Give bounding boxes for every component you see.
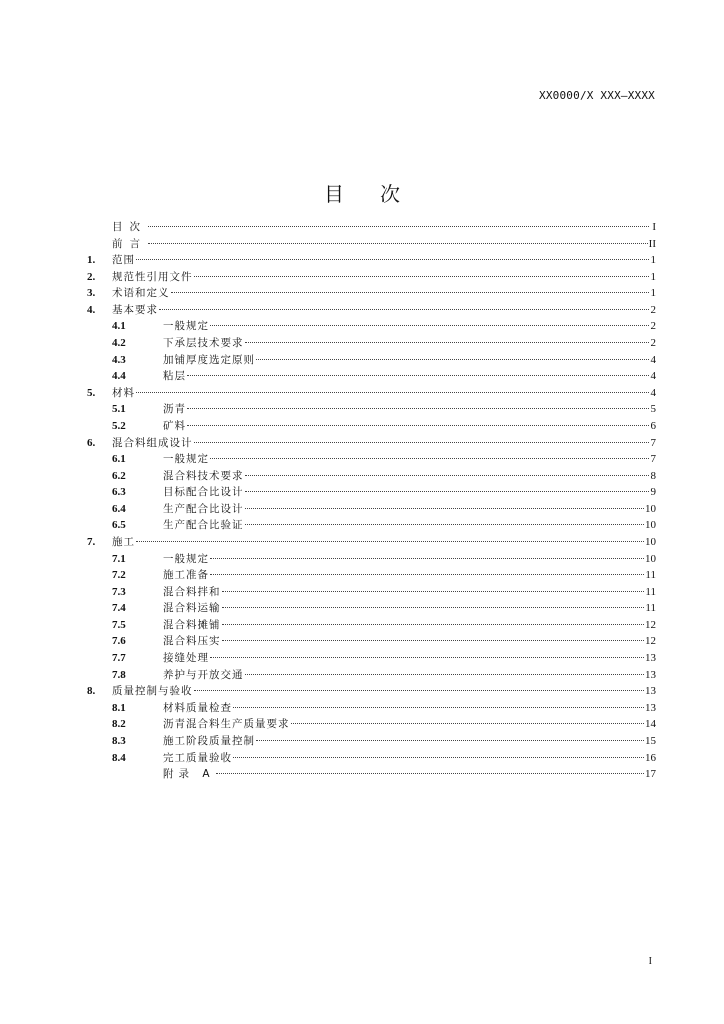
toc-entry[interactable] [87, 617, 656, 634]
toc-entry[interactable] [87, 766, 656, 783]
toc-dot-leader [187, 375, 649, 376]
toc-entry-page: 11 [645, 602, 656, 615]
toc-dot-leader [194, 276, 650, 277]
toc-entry-number: 7.2 [112, 569, 126, 582]
toc-entry[interactable] [87, 650, 656, 667]
toc-entry-number: 6. [87, 436, 96, 449]
toc-dot-leader [136, 259, 649, 260]
toc-entry-page: 4 [650, 386, 656, 399]
toc-entry[interactable] [87, 302, 656, 319]
toc-entry-page: 16 [645, 751, 656, 764]
toc-entry-title: 混合料拌和 [163, 585, 221, 598]
toc-entry-page: 5 [650, 403, 656, 416]
toc-dot-leader [148, 226, 649, 227]
toc-entry[interactable] [87, 368, 656, 385]
page-title: 目次 [324, 182, 436, 206]
toc-entry[interactable] [87, 750, 656, 767]
toc-entry-page: 8 [650, 469, 656, 482]
toc-entry-page: 1 [650, 254, 656, 267]
toc-entry-page: 10 [645, 502, 656, 515]
toc-entry-page: 14 [645, 718, 656, 731]
toc-entry-page: 12 [645, 618, 656, 631]
toc-entry-page: 10 [645, 535, 656, 548]
toc-entry-number: 3. [87, 287, 96, 300]
toc-dot-leader [194, 690, 645, 691]
toc-dot-leader [210, 574, 644, 575]
toc-entry[interactable] [87, 667, 656, 684]
toc-dot-leader [245, 491, 650, 492]
toc-dot-leader [233, 757, 644, 758]
toc-dot-leader [245, 342, 650, 343]
toc-entry-page: I [652, 221, 656, 233]
toc-entry-title: 目次 [112, 221, 147, 233]
toc-entry-title: 生产配合比验证 [163, 519, 244, 532]
table-of-contents [87, 219, 656, 783]
toc-entry-title: 施工阶段质量控制 [163, 734, 255, 747]
toc-entry-page: 13 [645, 668, 656, 681]
toc-entry[interactable] [87, 567, 656, 584]
toc-entry-number: 8. [87, 685, 96, 698]
toc-entry-number: 7.6 [112, 635, 126, 648]
toc-entry-title: 混合料组成设计 [112, 436, 193, 449]
toc-entry[interactable] [87, 318, 656, 335]
toc-entry-title: 前言 [112, 237, 147, 250]
toc-entry-page: 4 [650, 353, 656, 366]
toc-entry-page: 7 [650, 453, 656, 466]
toc-entry[interactable] [87, 385, 656, 402]
toc-entry-title: 材料质量检查 [163, 701, 232, 714]
toc-entry[interactable] [87, 435, 656, 452]
toc-entry-title: 术语和定义 [112, 287, 170, 300]
toc-entry[interactable] [87, 219, 656, 236]
toc-entry-page: 2 [650, 337, 656, 350]
toc-entry-number: 4. [87, 303, 96, 316]
document-code: XX0000/X XXX—XXXX [539, 89, 655, 102]
toc-entry[interactable] [87, 451, 656, 468]
toc-entry[interactable] [87, 252, 656, 269]
toc-entry-title: 基本要求 [112, 303, 158, 316]
toc-entry[interactable] [87, 700, 656, 717]
toc-dot-leader [171, 292, 650, 293]
toc-entry-number: 8.4 [112, 751, 126, 764]
toc-entry-page: 4 [650, 370, 656, 383]
toc-entry-title: 粘层 [163, 370, 186, 383]
toc-entry-title: 施工 [112, 535, 135, 548]
toc-entry-title: 施工准备 [163, 569, 209, 582]
toc-entry-number: 7. [87, 535, 96, 548]
toc-entry-page: 11 [645, 569, 656, 582]
toc-entry-page: 13 [645, 652, 656, 665]
toc-entry[interactable] [87, 534, 656, 551]
toc-entry-title: 下承层技术要求 [163, 337, 244, 350]
toc-dot-leader [222, 591, 645, 592]
toc-entry-page: 2 [650, 303, 656, 316]
toc-entry-page: 13 [645, 685, 656, 698]
toc-entry-number: 7.4 [112, 602, 126, 615]
toc-entry-title: 一般规定 [163, 552, 209, 565]
toc-dot-leader [222, 607, 645, 608]
toc-entry-number: 7.8 [112, 668, 126, 681]
toc-entry-title: 混合料运输 [163, 602, 221, 615]
toc-entry-number: 7.3 [112, 585, 126, 598]
toc-entry-number: 4.1 [112, 320, 126, 333]
toc-entry-number: 8.3 [112, 734, 126, 747]
toc-entry-number: 8.1 [112, 701, 126, 714]
toc-dot-leader [245, 524, 645, 525]
toc-dot-leader [159, 309, 649, 310]
toc-entry-number: 5.1 [112, 403, 126, 416]
toc-entry-page: 6 [650, 419, 656, 432]
toc-entry[interactable] [87, 418, 656, 435]
toc-entry[interactable] [87, 285, 656, 302]
toc-entry[interactable] [87, 551, 656, 568]
toc-entry-number: 6.1 [112, 453, 126, 466]
toc-dot-leader [210, 458, 649, 459]
toc-entry-page: 10 [645, 552, 656, 565]
toc-entry-title: 生产配合比设计 [163, 502, 244, 515]
toc-entry-number: 4.3 [112, 353, 126, 366]
toc-entry-page: 17 [645, 768, 656, 781]
toc-dot-leader [222, 624, 645, 625]
toc-entry-title: 完工质量验收 [163, 751, 232, 764]
toc-entry-page: 2 [650, 320, 656, 333]
toc-entry-number: 8.2 [112, 718, 126, 731]
toc-dot-leader [222, 640, 645, 641]
toc-dot-leader [210, 325, 649, 326]
toc-entry[interactable] [87, 401, 656, 418]
toc-entry-title: 范围 [112, 254, 135, 267]
toc-entry[interactable] [87, 468, 656, 485]
toc-entry[interactable] [87, 716, 656, 733]
toc-dot-leader [187, 425, 649, 426]
toc-entry[interactable] [87, 683, 656, 700]
toc-dot-leader [216, 773, 644, 774]
toc-entry-number: 5. [87, 386, 96, 399]
toc-dot-leader [136, 541, 644, 542]
toc-entry-page: II [648, 237, 656, 250]
toc-entry[interactable] [87, 600, 656, 617]
toc-entry-number: 5.2 [112, 419, 126, 432]
toc-entry-number: 2. [87, 270, 96, 283]
toc-dot-leader [245, 674, 645, 675]
toc-entry-number: 7.7 [112, 652, 126, 665]
toc-entry-title: 规范性引用文件 [112, 270, 193, 283]
toc-entry[interactable] [87, 633, 656, 650]
toc-dot-leader [210, 657, 644, 658]
toc-dot-leader [256, 740, 644, 741]
toc-entry[interactable] [87, 733, 656, 750]
toc-entry-title: 沥青混合料生产质量要求 [163, 718, 290, 731]
toc-entry-page: 1 [650, 287, 656, 300]
page-number: I [648, 956, 652, 967]
toc-dot-leader [245, 508, 645, 509]
toc-entry[interactable] [87, 269, 656, 286]
toc-dot-leader [148, 243, 648, 244]
toc-entry-number: 6.2 [112, 469, 126, 482]
toc-dot-leader [136, 392, 649, 393]
toc-dot-leader [187, 408, 649, 409]
toc-dot-leader [245, 475, 650, 476]
toc-entry-title: 材料 [112, 386, 135, 399]
toc-entry-page: 10 [645, 519, 656, 532]
toc-entry-number: 4.2 [112, 337, 126, 350]
toc-entry-title: 沥青 [163, 403, 186, 416]
toc-entry[interactable] [87, 584, 656, 601]
toc-entry-number: 6.4 [112, 502, 126, 515]
toc-entry-title: 一般规定 [163, 320, 209, 333]
toc-entry-title: 养护与开放交通 [163, 668, 244, 681]
toc-entry-title: 加铺厚度选定原则 [163, 353, 255, 366]
toc-entry-page: 7 [650, 436, 656, 449]
toc-entry[interactable] [87, 517, 656, 534]
toc-dot-leader [194, 442, 650, 443]
toc-entry-number: 6.3 [112, 486, 126, 499]
toc-entry-page: 12 [645, 635, 656, 648]
toc-dot-leader [233, 707, 644, 708]
toc-entry-number: 7.5 [112, 618, 126, 631]
toc-dot-leader [291, 723, 645, 724]
toc-dot-leader [256, 359, 649, 360]
toc-entry-page: 1 [650, 270, 656, 283]
toc-entry-page: 11 [645, 585, 656, 598]
toc-entry[interactable] [87, 352, 656, 369]
toc-dot-leader [210, 558, 644, 559]
toc-entry-title: 矿料 [163, 419, 186, 432]
toc-entry[interactable] [87, 501, 656, 518]
toc-entry-title: 混合料技术要求 [163, 469, 244, 482]
toc-entry[interactable] [87, 335, 656, 352]
toc-entry-number: 4.4 [112, 370, 126, 383]
toc-entry-number: 7.1 [112, 552, 126, 565]
toc-entry[interactable] [87, 484, 656, 501]
toc-entry-title: 目标配合比设计 [163, 486, 244, 499]
toc-entry-title: 质量控制与验收 [112, 685, 193, 698]
toc-entry-number: 1. [87, 254, 96, 267]
toc-entry-title: 一般规定 [163, 453, 209, 466]
toc-entry-page: 15 [645, 734, 656, 747]
toc-entry-page: 13 [645, 701, 656, 714]
toc-entry[interactable] [87, 236, 656, 253]
toc-entry-title: 接缝处理 [163, 652, 209, 665]
toc-entry-number: 6.5 [112, 519, 126, 532]
toc-entry-title: 混合料压实 [163, 635, 221, 648]
toc-entry-page: 9 [650, 486, 656, 499]
toc-entry-title: 混合料摊铺 [163, 618, 221, 631]
toc-entry-title: 附录 A [163, 768, 215, 781]
